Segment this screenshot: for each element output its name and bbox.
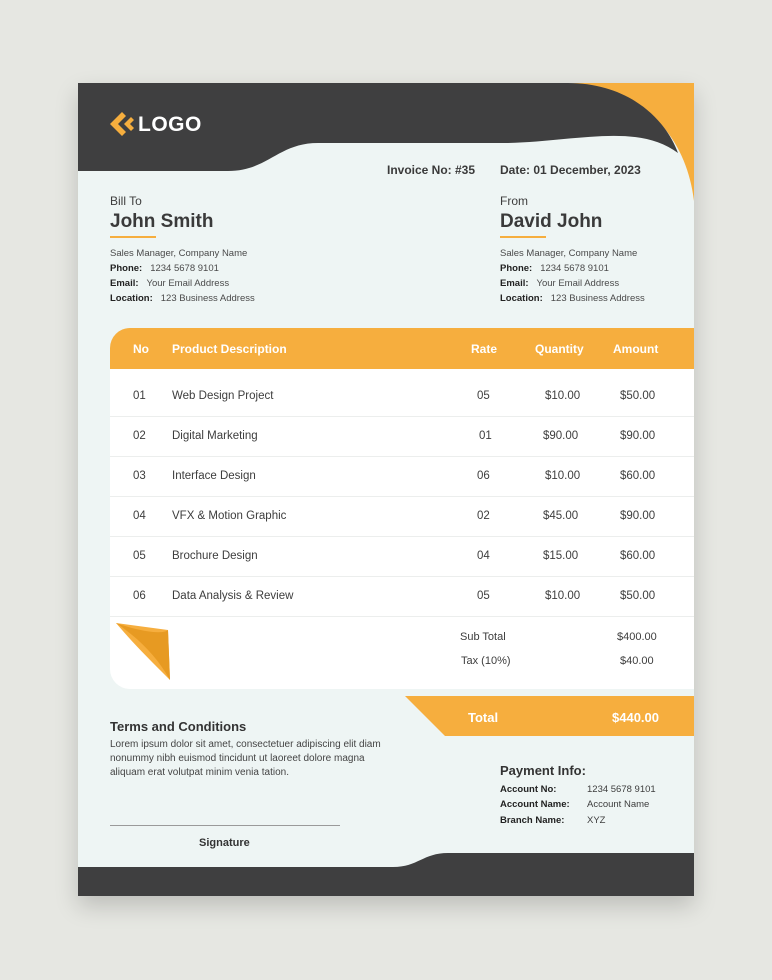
account-name: Account Name: Account Name	[500, 799, 650, 810]
invoice-sheet	[78, 83, 694, 896]
account-number: Account No: 1234 5678 9101	[500, 784, 656, 795]
bill-to-location: Location: 123 Business Address	[110, 293, 255, 304]
subtotal-label: Sub Total	[460, 631, 506, 643]
cell-quantity: $10.00	[545, 590, 581, 602]
cell-no: 02	[133, 430, 146, 442]
total-value: $440.00	[612, 710, 659, 725]
cell-quantity: $10.00	[545, 390, 581, 402]
from-phone: Phone: 1234 5678 9101	[500, 263, 609, 274]
cell-amount: $60.00	[620, 470, 656, 482]
cell-description: Data Analysis & Review	[172, 590, 294, 602]
footer-shape	[78, 83, 694, 896]
logo-text: LOGO	[138, 113, 202, 136]
header-rate: Rate	[471, 342, 498, 356]
tax-value: $40.00	[620, 655, 654, 667]
cell-no: 05	[133, 550, 146, 562]
bill-to-title: Sales Manager, Company Name	[110, 248, 248, 259]
bill-to-name: John Smith	[110, 211, 214, 232]
invoice-date: Date: 01 December, 2023	[500, 163, 641, 177]
cell-description: VFX & Motion Graphic	[172, 510, 287, 522]
total-label: Total	[468, 710, 499, 725]
cell-quantity: $10.00	[545, 470, 581, 482]
cell-rate: 06	[477, 470, 490, 482]
cell-description: Digital Marketing	[172, 430, 258, 442]
signature-label: Signature	[199, 837, 250, 849]
header-amount: Amount	[613, 342, 659, 356]
cell-no: 06	[133, 590, 146, 602]
cell-description: Interface Design	[172, 470, 256, 482]
branch-name: Branch Name: XYZ	[500, 815, 606, 826]
cell-amount: $50.00	[620, 390, 656, 402]
cell-no: 03	[133, 470, 146, 482]
cell-description: Web Design Project	[172, 390, 274, 402]
cell-rate: 05	[477, 590, 490, 602]
tax-label: Tax (10%)	[461, 655, 511, 667]
cell-quantity: $90.00	[543, 430, 579, 442]
from-title: Sales Manager, Company Name	[500, 248, 638, 259]
cell-amount: $50.00	[620, 590, 656, 602]
from-location: Location: 123 Business Address	[500, 293, 645, 304]
bill-to-phone: Phone: 1234 5678 9101	[110, 263, 219, 274]
cell-amount: $60.00	[620, 550, 656, 562]
subtotal-value: $400.00	[617, 631, 657, 643]
payment-title: Payment Info:	[500, 763, 586, 778]
cell-rate: 05	[477, 390, 490, 402]
from-label: From	[500, 194, 528, 208]
cell-amount: $90.00	[620, 510, 656, 522]
cell-no: 04	[133, 510, 146, 522]
cell-amount: $90.00	[620, 430, 656, 442]
terms-text: Lorem ipsum dolor sit amet, consectetuer adipiscing elit diam nonummy nibh euismod tincidunt ut laoreet dolore magna aliquam erat volutpat minim venia tation.	[110, 739, 381, 778]
cell-rate: 04	[477, 550, 490, 562]
bill-to-label: Bill To	[110, 194, 142, 208]
cell-quantity: $15.00	[543, 550, 579, 562]
invoice-number: Invoice No: #35	[387, 163, 476, 177]
cell-no: 01	[133, 390, 146, 402]
cell-quantity: $45.00	[543, 510, 579, 522]
header-no: No	[133, 342, 149, 356]
cell-rate: 02	[477, 510, 490, 522]
cell-rate: 01	[479, 430, 492, 442]
from-name: David John	[500, 211, 603, 232]
header-quantity: Quantity	[535, 342, 584, 356]
cell-description: Brochure Design	[172, 550, 258, 562]
terms-title: Terms and Conditions	[110, 719, 247, 734]
header-description: Product Description	[172, 342, 287, 356]
bill-to-email: Email: Your Email Address	[110, 278, 230, 289]
from-email: Email: Your Email Address	[500, 278, 620, 289]
